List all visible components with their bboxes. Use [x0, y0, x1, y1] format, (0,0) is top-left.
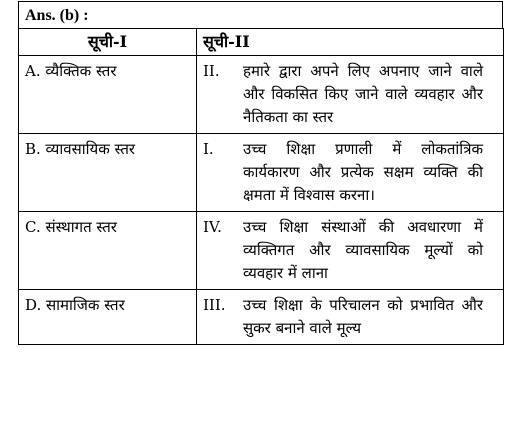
header-list-1: सूची-I: [19, 29, 197, 56]
row-c-code: IV.: [203, 218, 222, 236]
row-d-left: D. सामाजिक स्तर: [19, 290, 197, 345]
row-a-code: II.: [203, 62, 220, 80]
row-c-right: [197, 212, 504, 290]
row-b-left: B. व्यावसायिक स्तर: [19, 134, 197, 212]
row-c-text: उच्च शिक्षा संस्थाओं की अवधारणा में व्यक्तिगत और व्यावसायिक मूल्यों को व्यवहार में लाना: [243, 218, 483, 282]
row-a-right: [197, 56, 504, 134]
row-b-code: I.: [203, 140, 214, 158]
table-header-row: [19, 29, 504, 56]
match-table: [18, 28, 504, 345]
table-row: [19, 56, 504, 134]
header-list-2: सूची-II: [197, 29, 504, 56]
row-b-text: उच्च शिक्षा प्रणाली में लोकतांत्रिक कार्यकारण और प्रत्येक सक्षम व्यक्ति की क्षमता में विश्वास करना।: [243, 140, 483, 204]
row-d-code: III.: [203, 296, 226, 314]
row-a-text: हमारे द्वारा अपने लिए अपनाए जाने वाले और विकसित किए जाने वाले व्यवहार और नैतिकता का स्तर: [243, 62, 483, 126]
row-d-right: [197, 290, 504, 345]
table-row: [19, 212, 504, 290]
table-row: [19, 290, 504, 345]
row-b-right: [197, 134, 504, 212]
row-a-left: A. व्यैक्तिक स्तर: [19, 56, 197, 134]
answer-label: Ans. (b) :: [18, 1, 503, 28]
table-row: [19, 134, 504, 212]
row-c-left: C. संस्थागत स्तर: [19, 212, 197, 290]
row-d-text: उच्च शिक्षा के परिचालन को प्रभावित और सुकर बनाने वाले मूल्य: [243, 296, 483, 337]
